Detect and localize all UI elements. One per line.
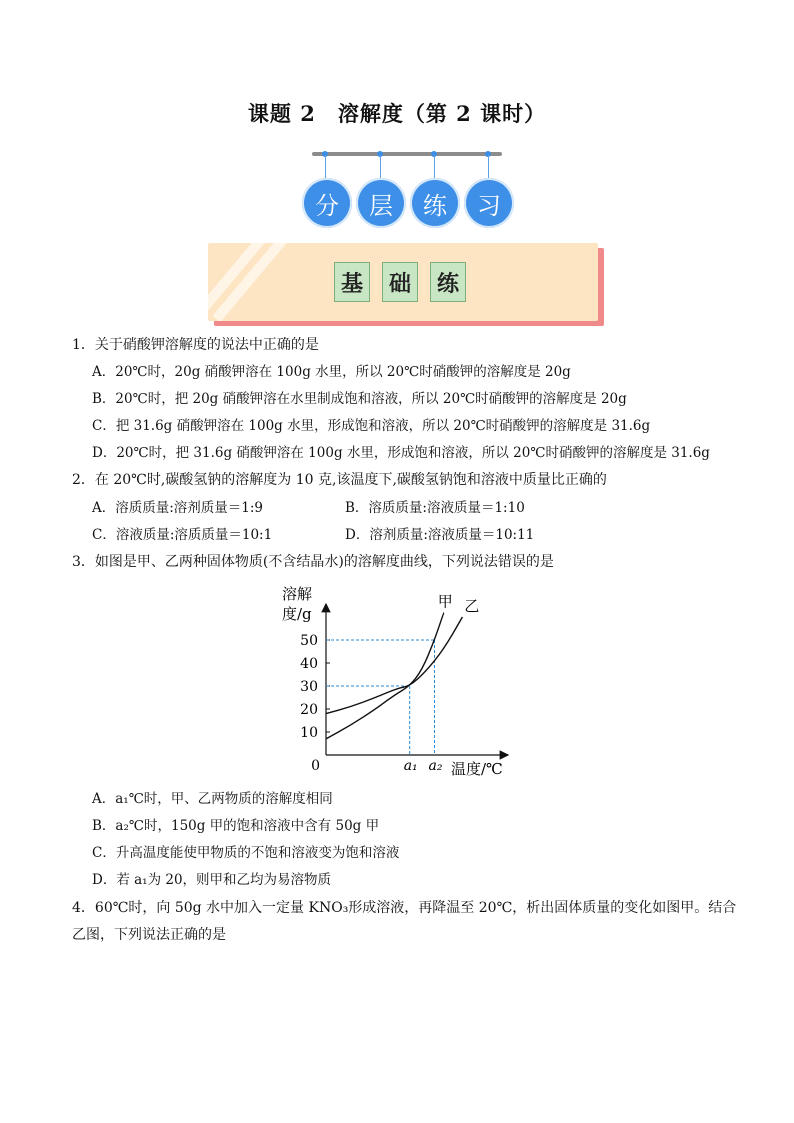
q2-option-d: D．溶剂质量:溶液质量＝10:11 [345, 527, 535, 543]
q1-option-b: B．20℃时，把 20g 硝酸钾溶在水里制成饱和溶液，所以 20℃时硝酸钾的溶解度是 20g [92, 391, 627, 407]
question-4-stem-line1: 4．60℃时，向 50g 水中加入一定量 KNO₃形成溶液，再降温至 20℃，析出固体质量的变化如图甲。结合 [72, 900, 737, 916]
q1-option-a: A．20℃时，20g 硝酸钾溶在 100g 水里，所以 20℃时硝酸钾的溶解度是 20g [92, 364, 571, 380]
curve-yi [326, 617, 462, 714]
banner-char: 础 [382, 262, 418, 302]
q3-option-d: D．若 a₁为 20，则甲和乙均为易溶物质 [92, 872, 332, 888]
banner-char: 基 [334, 262, 370, 302]
page-title: 课题 2 溶解度（第 2 课时） [247, 101, 547, 126]
y-tick-label: 50 [300, 633, 318, 649]
y-axis-label-2: 度/g [282, 605, 312, 623]
badge-ceng: 层 [356, 178, 406, 228]
q1-option-c: C．把 31.6g 硝酸钾溶在 100g 水里，形成饱和溶液，所以 20℃时硝酸钾的溶解度是 31.6g [92, 418, 651, 434]
q2-option-a: A．溶质质量:溶剂质量＝1:9 [92, 500, 264, 516]
banner-char: 练 [430, 262, 466, 302]
q2-option-c: C．溶液质量:溶质质量＝10:1 [92, 527, 273, 543]
q3-option-c: C．升高温度能使甲物质的不饱和溶液变为饱和溶液 [92, 845, 400, 861]
q3-option-a: A．a₁℃时，甲、乙两物质的溶解度相同 [92, 791, 333, 807]
y-axis-label-1: 溶解 [282, 585, 313, 603]
badge-xi: 习 [464, 178, 514, 228]
badge-fen: 分 [302, 178, 352, 228]
y-tick-label: 40 [300, 656, 318, 672]
section-badges [302, 178, 514, 228]
series-label-jia: 甲 [437, 592, 453, 611]
y-tick-label: 10 [300, 725, 318, 741]
rod-bar [312, 152, 502, 156]
question-3-stem: 3．如图是甲、乙两种固体物质(不含结晶水)的溶解度曲线，下列说法错误的是 [72, 554, 554, 570]
y-tick-label: 20 [300, 702, 318, 718]
y-tick-label: 30 [300, 679, 318, 695]
x-axis-label: 温度/℃ [451, 760, 503, 778]
x-tick-label: a₁ [403, 758, 418, 774]
q3-option-b: B．a₂℃时，150g 甲的饱和溶液中含有 50g 甲 [92, 818, 380, 834]
banner-title [334, 262, 466, 302]
badge-lian: 练 [410, 178, 460, 228]
question-4-stem-line2: 乙图，下列说法正确的是 [72, 927, 226, 943]
question-2-stem: 2．在 20℃时,碳酸氢钠的溶解度为 10 克,该温度下,碳酸氢钠饱和溶液中质量比正确的 [72, 472, 607, 488]
origin-label: 0 [311, 758, 320, 774]
curve-jia [326, 612, 444, 739]
solubility-chart [270, 580, 530, 780]
q1-option-d: D．20℃时，把 31.6g 硝酸钾溶在 100g 水里，形成饱和溶液，所以 20℃时硝酸钾的溶解度是 31.6g [92, 445, 710, 461]
question-1-stem: 1．关于硝酸钾溶解度的说法中正确的是 [72, 337, 319, 353]
series-label-yi: 乙 [464, 597, 480, 615]
x-tick-label: a₂ [428, 758, 443, 774]
q2-option-b: B．溶质质量:溶液质量＝1:10 [345, 500, 525, 516]
